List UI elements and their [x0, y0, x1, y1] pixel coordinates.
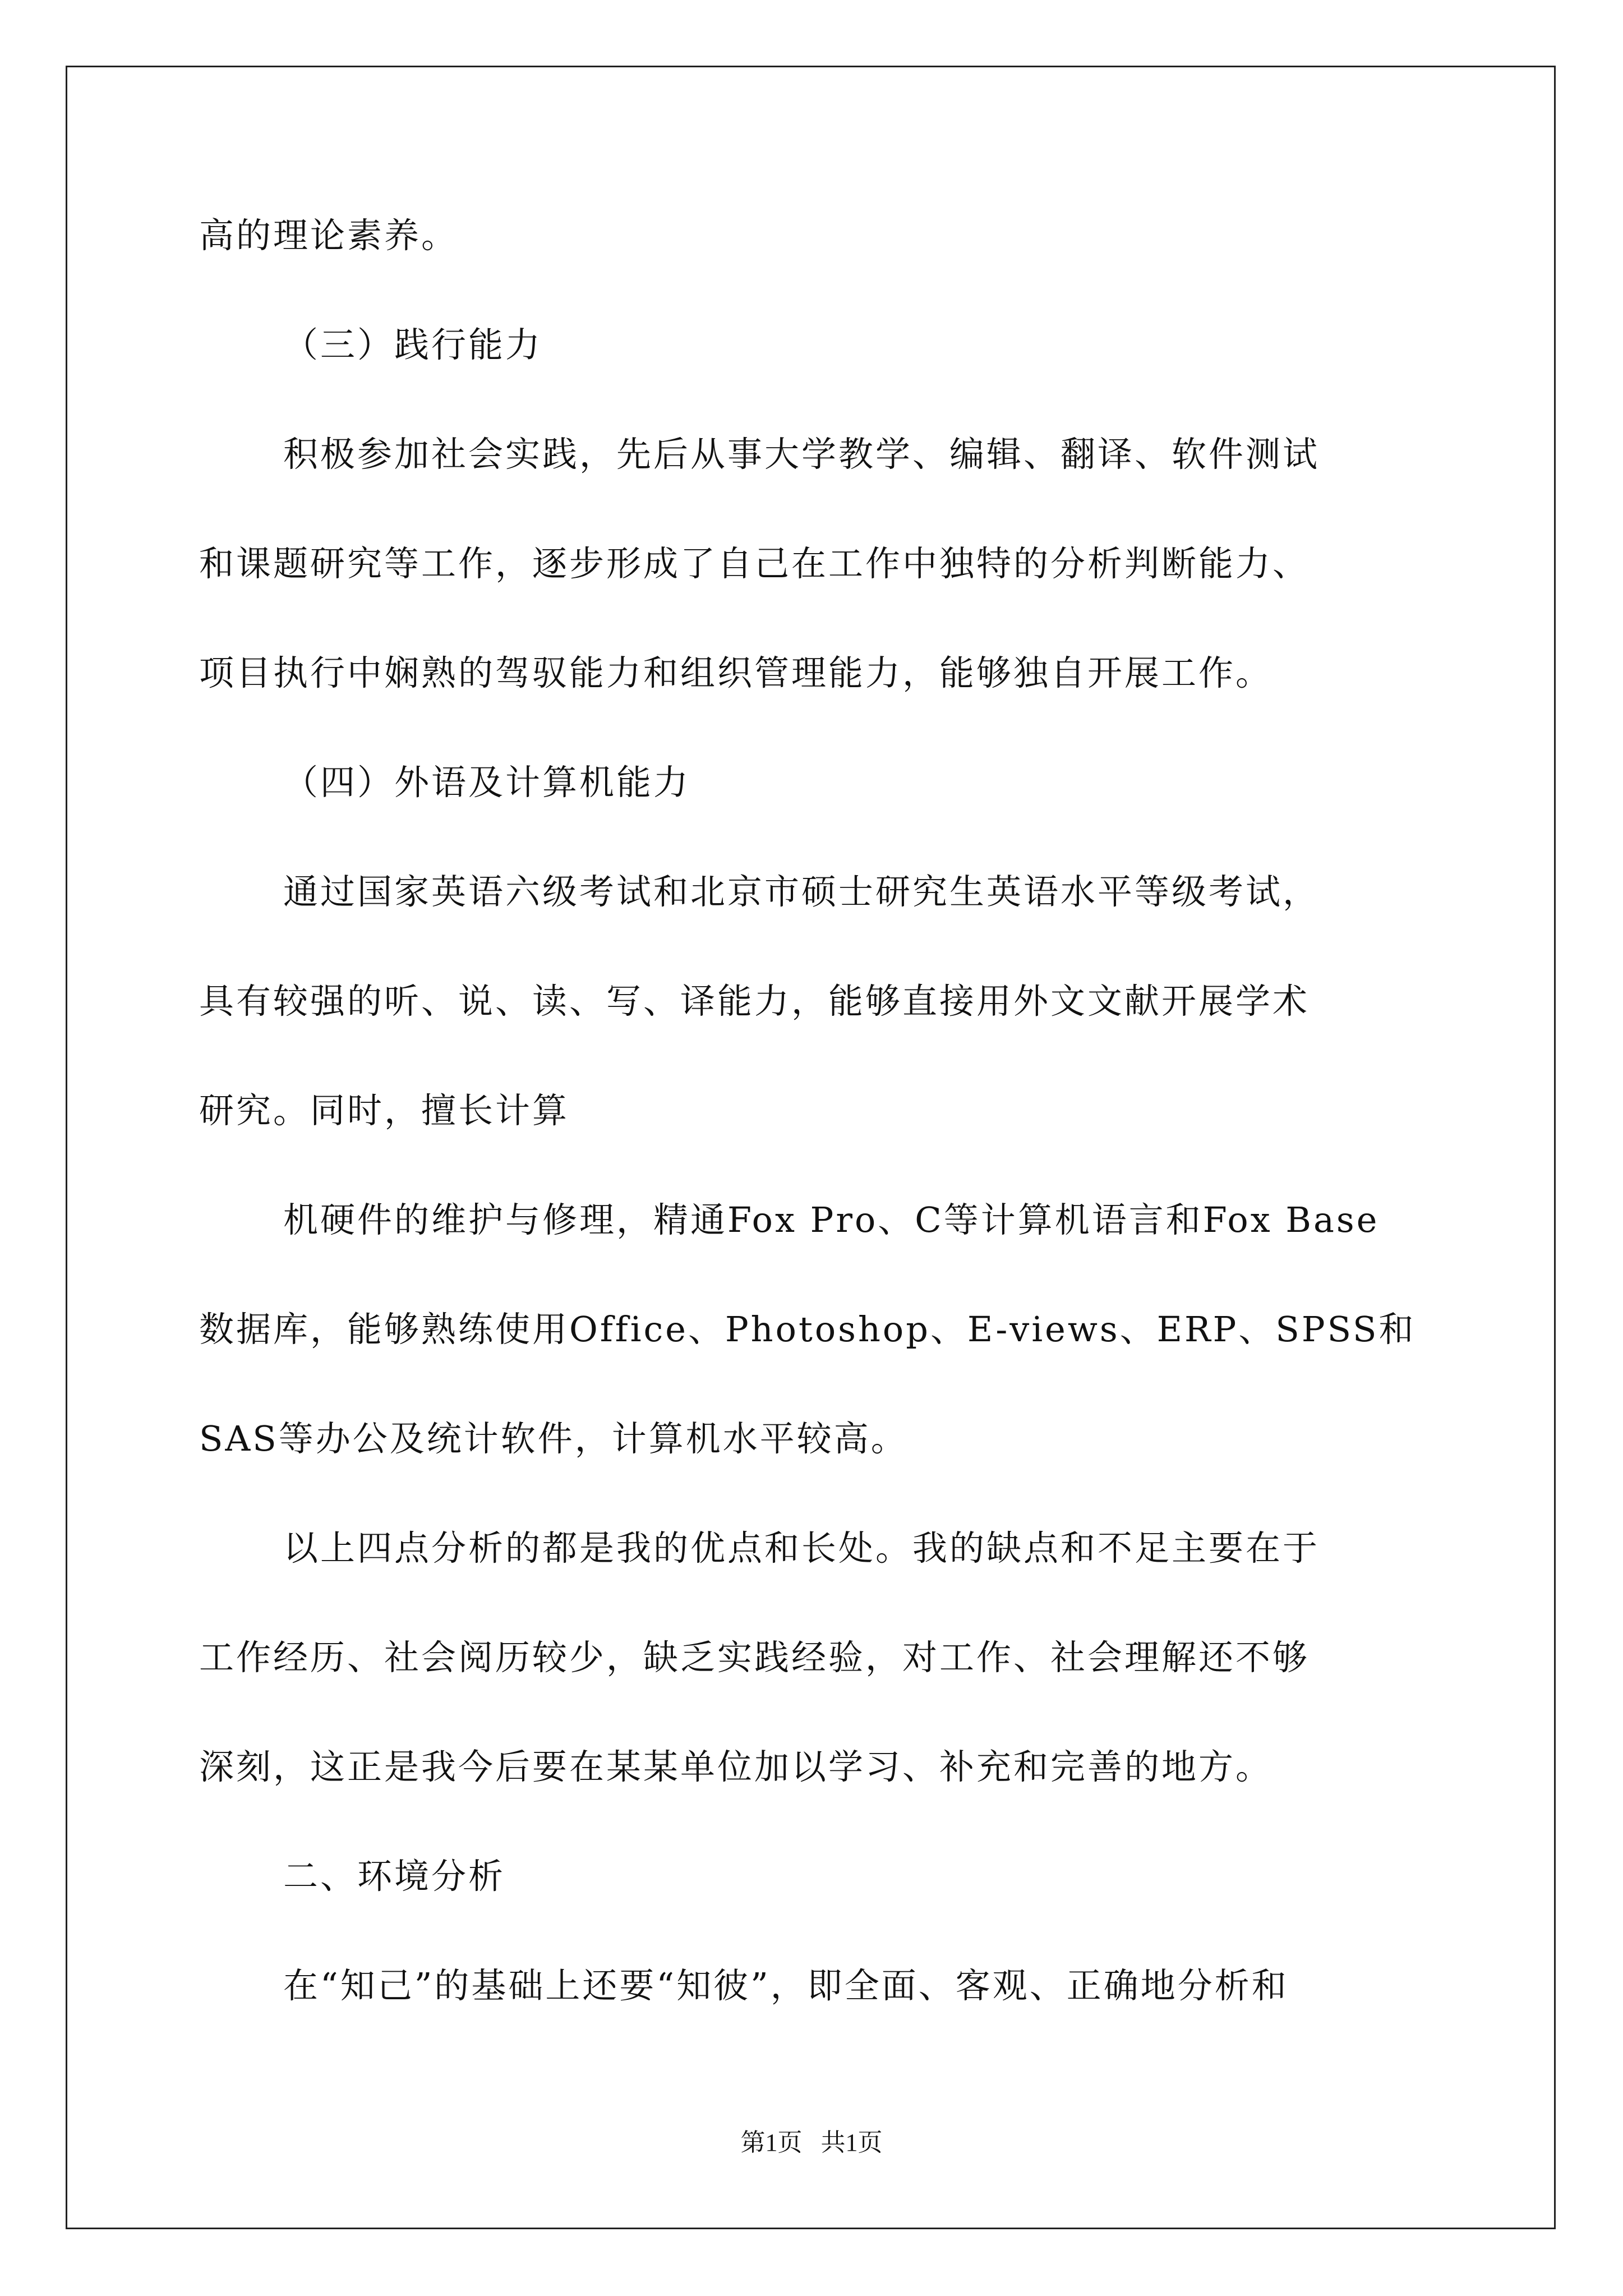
paragraph-line: 以上四点分析的都是我的优点和长处。我的缺点和不足主要在于: [283, 1527, 1320, 1568]
paragraph-line: 在“知己”的基础上还要“知彼”，即全面、客观、正确地分析和: [283, 1965, 1289, 2006]
section-heading: 二、环境分析: [283, 1856, 506, 1897]
paragraph-line: SAS等办公及统计软件，计算机水平较高。: [199, 1418, 908, 1459]
paragraph-line: 工作经历、社会阅历较少，缺乏实践经验，对工作、社会理解还不够: [199, 1637, 1310, 1678]
paragraph-line: 具有较强的听、说、读、写、译能力，能够直接用外文文献开展学术: [199, 981, 1310, 1022]
section-heading: （四）外语及计算机能力: [283, 762, 691, 803]
paragraph-line: 数据库，能够熟练使用Office、Photoshop、E-views、ERP、SPSS和: [199, 1309, 1416, 1350]
paragraph-line: 项目执行中娴熟的驾驭能力和组织管理能力，能够独自开展工作。: [199, 652, 1273, 693]
paragraph-line: 高的理论素养。: [199, 215, 459, 256]
paragraph-line: 积极参加社会实践，先后从事大学教学、编辑、翻译、软件测试: [283, 434, 1320, 475]
page-footer: 第1页 共1页: [740, 2129, 883, 2156]
paragraph-line: 深刻，这正是我今后要在某某单位加以学习、补充和完善的地方。: [199, 1746, 1273, 1787]
page-border: [66, 66, 1556, 2229]
paragraph-line: 和课题研究等工作，逐步形成了自己在工作中独特的分析判断能力、: [199, 543, 1310, 584]
paragraph-line: 研究。同时，擅长计算: [199, 1090, 570, 1131]
paragraph-line: 机硬件的维护与修理，精通Fox Pro、C等计算机语言和Fox Base: [283, 1199, 1380, 1240]
paragraph-line: 通过国家英语六级考试和北京市硕士研究生英语水平等级考试，: [283, 871, 1320, 912]
section-heading: （三）践行能力: [283, 324, 543, 365]
